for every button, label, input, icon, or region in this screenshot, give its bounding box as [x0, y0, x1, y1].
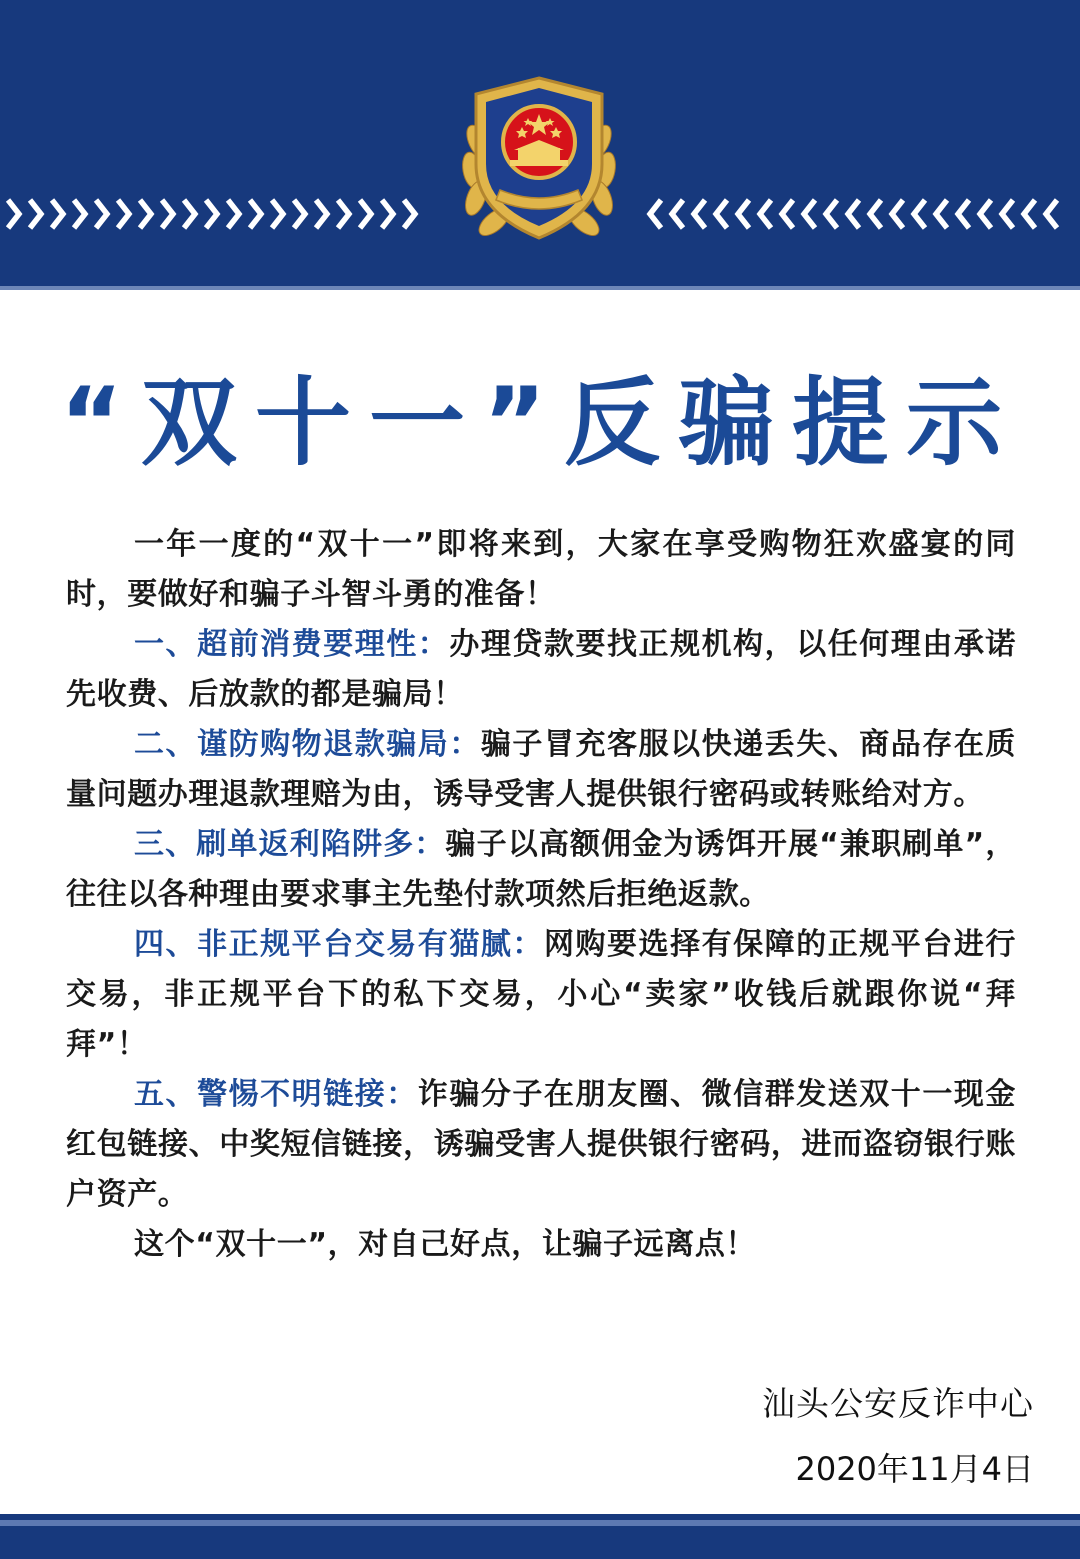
- intro-paragraph: 一年一度的“双十一”即将来到，大家在享受购物狂欢盛宴的同时，要做好和骗子斗智斗勇的准备！: [66, 527, 1016, 612]
- tip-text: 网购要选择有保障的正规平台进行交易，非正规平台下的私下交易，小心“卖家”收钱后就跟你说“拜拜”！: [66, 927, 1016, 1062]
- police-emblem-icon: [452, 72, 626, 250]
- tip-text: 骗子冒充客服以快递丢失、商品存在质量问题办理退款理赔为由，诱导受害人提供银行密码或转账给对方。: [66, 727, 1017, 812]
- issue-date: 2020年11月4日: [795, 1450, 1034, 1488]
- chevron-right-row-icon: [6, 196, 430, 232]
- tip-heading: 四、非正规平台交易有猫腻：: [134, 927, 544, 962]
- closing-paragraph: 这个“双十一”，对自己好点，让骗子远离点！: [134, 1227, 757, 1262]
- tip-paragraph-5: [66, 1070, 1016, 1220]
- tip-text: 骗子以高额佣金为诱饵开展“兼职刷单”，往往以各种理由要求事主先垫付款项然后拒绝返款。: [66, 827, 1016, 912]
- tip-paragraph-2: [66, 720, 1016, 820]
- tip-paragraph-4: [66, 920, 1016, 1070]
- notice-body: [66, 520, 1016, 1270]
- tip-paragraph-3: [66, 820, 1016, 920]
- header-banner: [0, 0, 1080, 286]
- page-title: “双十一”反骗提示: [59, 366, 1021, 479]
- issuer-name: 汕头公安反诈中心: [762, 1384, 1034, 1423]
- tip-heading: 一、超前消费要理性：: [134, 627, 450, 662]
- tip-heading: 三、刷单返利陷阱多：: [134, 827, 446, 862]
- tip-paragraph-1: [66, 620, 1016, 720]
- footer-band: [0, 1526, 1080, 1559]
- tip-text: 办理贷款要找正规机构，以任何理由承诺先收费、后放款的都是骗局！: [66, 627, 1017, 712]
- chevron-left-row-icon: [646, 196, 1076, 232]
- tip-text: 诈骗分子在朋友圈、微信群发送双十一现金红包链接、中奖短信链接，诱骗受害人提供银行密码，进而盗窃银行账户资产。: [66, 1077, 1016, 1212]
- tip-heading: 二、谨防购物退款骗局：: [134, 727, 481, 762]
- tip-heading: 五、警惕不明链接：: [134, 1077, 418, 1112]
- header-divider: [0, 286, 1080, 290]
